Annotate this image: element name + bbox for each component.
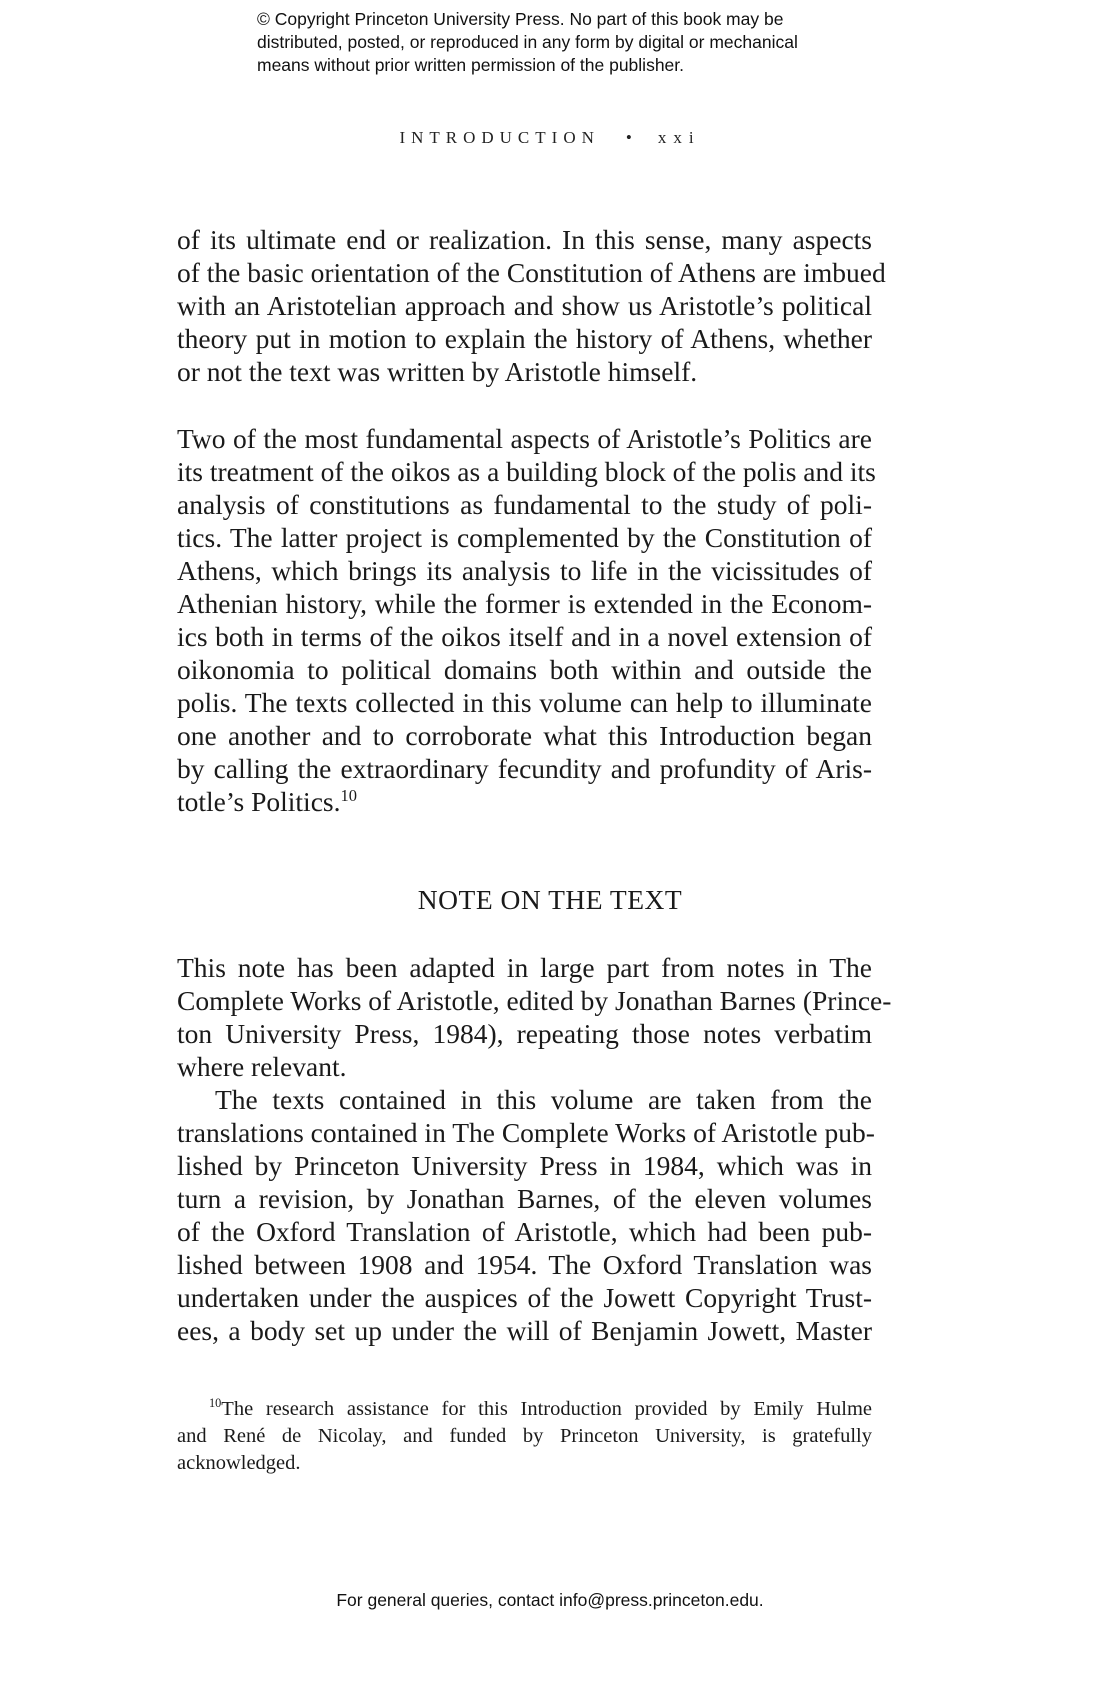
section-heading: NOTE ON THE TEXT: [417, 884, 683, 915]
text-line: of its ultimate end or realization. In this sense, many aspects: [177, 224, 872, 255]
running-head-title: INTRODUCTION: [399, 128, 600, 147]
paragraph-2: [177, 422, 876, 818]
text-line: lished between 1908 and 1954. The Oxford Translation was: [177, 1249, 872, 1280]
text-line: with an Aristotelian approach and show us Aristotle’s political: [177, 290, 872, 321]
text-line: turn a revision, by Jonathan Barnes, of the eleven volumes: [177, 1183, 872, 1214]
text-line: by calling the extraordinary fecundity and profundity of Aris-: [177, 753, 872, 784]
text-line: translations contained in The Complete Works of Aristotle pub-: [177, 1117, 875, 1148]
text-line: its treatment of the oikos as a building block of the polis and its: [177, 456, 876, 487]
text-line-with-note: [177, 785, 872, 818]
text-line: ton University Press, 1984), repeating those notes verbatim: [177, 1018, 872, 1049]
footnote-line: acknowledged.: [177, 1452, 301, 1474]
text-line: tics. The latter project is complemented by the Constitution of: [177, 522, 872, 553]
text-line: undertaken under the auspices of the Jowett Copyright Trust-: [177, 1282, 872, 1313]
text-line: The texts contained in this volume are taken from the: [215, 1084, 872, 1115]
text-line: lished by Princeton University Press in 1984, which was in: [177, 1150, 872, 1181]
text-line: one another and to corroborate what this Introduction began: [177, 720, 872, 751]
text-line: This note has been adapted in large part from notes in The: [177, 952, 872, 983]
text-line: Complete Works of Aristotle, edited by Jonathan Barnes (Prince-: [177, 985, 892, 1016]
contact-footer: For general queries, contact info@press.princeton.edu.: [336, 1590, 764, 1610]
footnote: [177, 1396, 872, 1477]
text-line: or not the text was written by Aristotle himself.: [177, 356, 698, 387]
text-line: Two of the most fundamental aspects of Aristotle’s Politics are: [177, 423, 872, 454]
text-line: of the basic orientation of the Constitution of Athens are imbued: [177, 257, 886, 288]
copyright-notice: [257, 8, 897, 77]
note-on-text-body: [177, 951, 892, 1347]
text-line: Athenian history, while the former is extended in the Econom-: [177, 588, 872, 619]
copyright-line: means without prior written permission of the publisher.: [257, 55, 685, 75]
copyright-line: distributed, posted, or reproduced in any form by digital or mechanical: [257, 32, 798, 52]
footnote-line: and René de Nicolay, and funded by Princeton University, is gratefully: [177, 1425, 872, 1447]
footnote-reference[interactable]: 10: [340, 785, 357, 805]
text-line: oikonomia to political domains both within and outside the: [177, 654, 872, 685]
text-line: Athens, which brings its analysis to life in the vicissitudes of: [177, 555, 872, 586]
page-number: xxi: [657, 128, 701, 147]
text-line: of the Oxford Translation of Aristotle, which had been pub-: [177, 1216, 872, 1247]
footnote-number: 10: [209, 1396, 222, 1411]
paragraph-1: [177, 223, 886, 388]
running-head-separator: •: [625, 128, 632, 147]
text-line: analysis of constitutions as fundamental to the study of poli-: [177, 489, 872, 520]
text-line: ees, a body set up under the will of Benjamin Jowett, Master: [177, 1315, 872, 1346]
text-line: theory put in motion to explain the history of Athens, whether: [177, 323, 872, 354]
text-line: ics both in terms of the oikos itself and in a novel extension of: [177, 621, 872, 652]
footnote-text: The research assistance for this Introduction provided by Emily Hulme: [221, 1398, 872, 1420]
copyright-line: © Copyright Princeton University Press. No part of this book may be: [257, 9, 784, 29]
text-line: totle’s Politics.: [177, 786, 341, 817]
footnote-line: [177, 1396, 872, 1423]
text-line: polis. The texts collected in this volume can help to illuminate: [177, 687, 872, 718]
text-line: where relevant.: [177, 1051, 347, 1082]
running-head: [0, 128, 1100, 148]
